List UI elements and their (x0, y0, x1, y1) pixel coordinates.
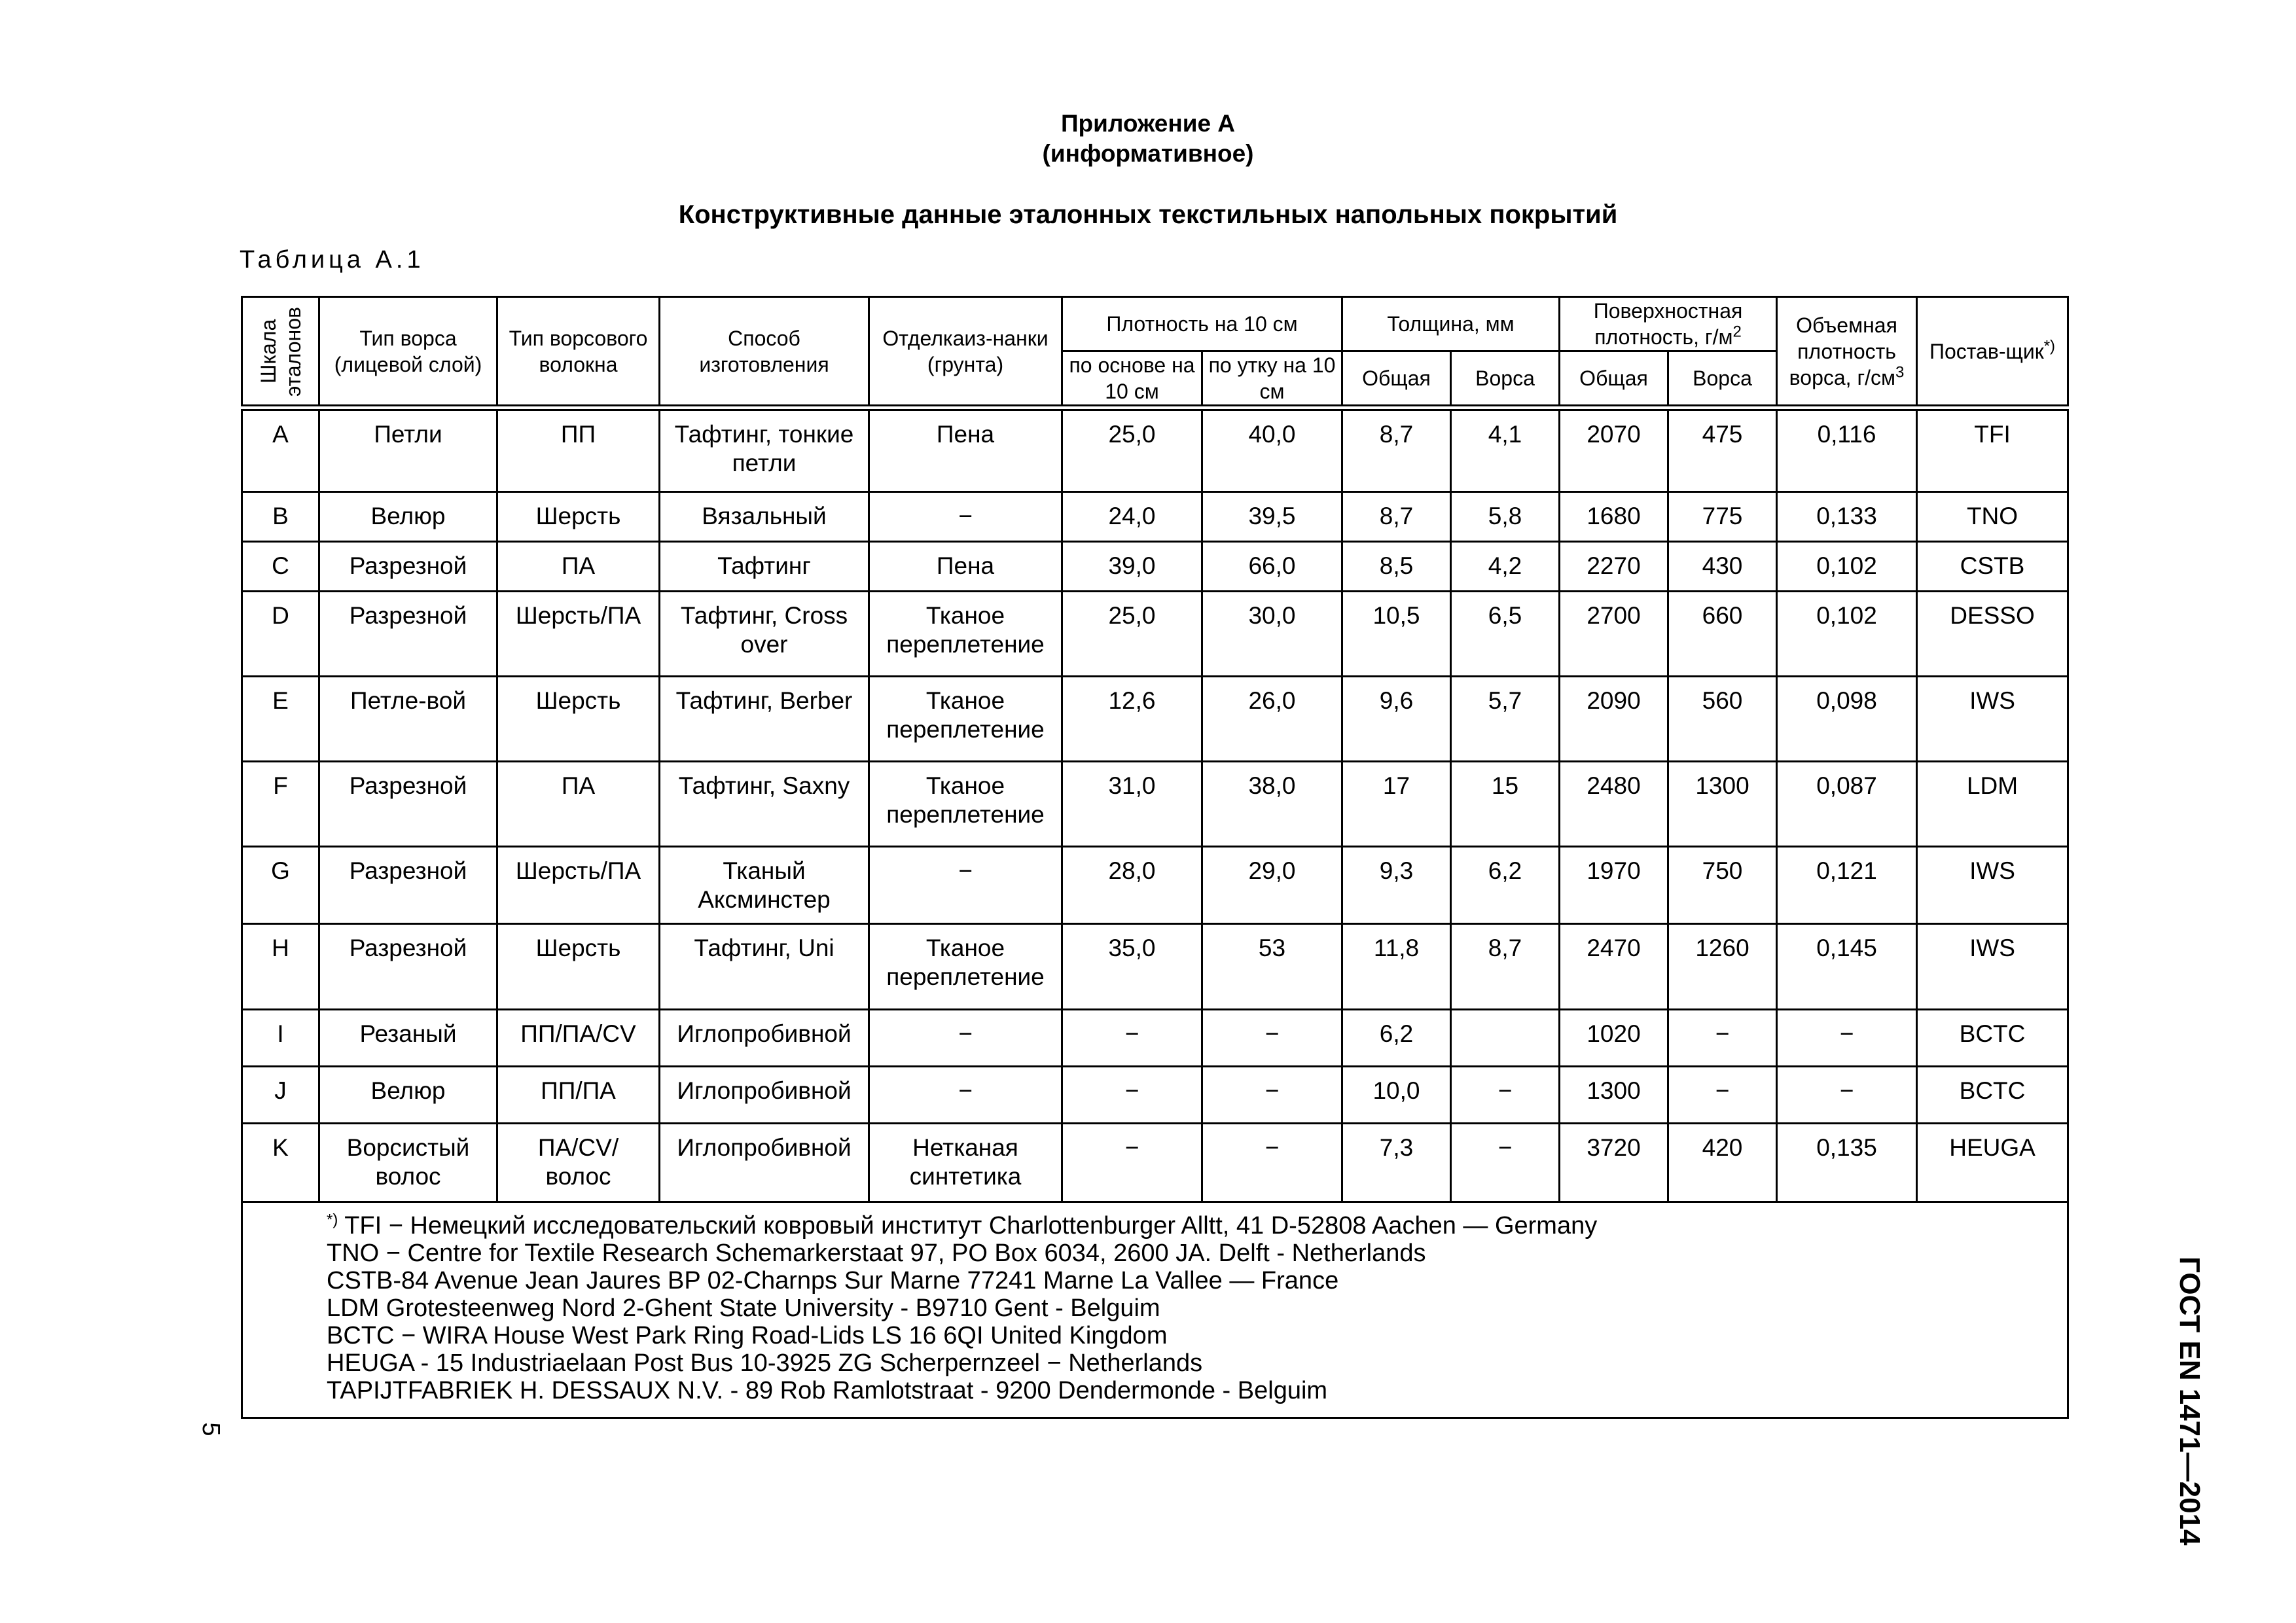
cell-pile-type: Велюр (319, 491, 497, 541)
cell-scale: G (242, 846, 319, 923)
header-supplier (1917, 297, 2068, 408)
cell-finish: Тканое переплетение (869, 761, 1062, 846)
cell-surface-total: 1680 (1560, 491, 1668, 541)
cell-scale: F (242, 761, 319, 846)
table-row (242, 541, 2068, 591)
cell-volume-density: 0,133 (1777, 491, 1917, 541)
cell-thickness-total: 8,5 (1342, 541, 1451, 591)
cell-thickness-pile: 15 (1451, 761, 1560, 846)
cell-method: Вязальный (660, 491, 869, 541)
header-volume-density (1777, 297, 1917, 408)
cell-fiber-type: Шерсть (497, 676, 660, 761)
header-density-warp: по основе на 10 см (1062, 351, 1202, 408)
cell-volume-density: 0,102 (1777, 591, 1917, 676)
table-row (242, 591, 2068, 676)
cell-finish: Нетканая синтетика (869, 1123, 1062, 1202)
cell-fiber-type: ПА (497, 541, 660, 591)
cell-thickness-total: 9,6 (1342, 676, 1451, 761)
cell-fiber-type: Шерсть/ПА (497, 591, 660, 676)
footnote-line: LDM Grotesteenweg Nord 2-Ghent State University - B9710 Gent - Belguim (327, 1294, 1160, 1322)
footnote-row (242, 1202, 2068, 1418)
cell-surface-total: 2270 (1560, 541, 1668, 591)
cell-scale: C (242, 541, 319, 591)
header-thickness: Толщина, мм (1342, 297, 1560, 351)
cell-density-weft: 30,0 (1202, 591, 1342, 676)
cell-pile-type: Разрезной (319, 923, 497, 1009)
cell-method: Иглопробивной (660, 1123, 869, 1202)
header-surface-density-label: Поверхностная плотность, г/м (1593, 299, 1743, 349)
cell-volume-density: 0,116 (1777, 408, 1917, 491)
cell-density-weft: 40,0 (1202, 408, 1342, 491)
cell-supplier: TNO (1917, 491, 2068, 541)
cell-thickness-total: 7,3 (1342, 1123, 1451, 1202)
cell-finish: − (869, 1066, 1062, 1123)
standard-code: ГОСТ EN 1471—2014 (2174, 1257, 2206, 1546)
cell-surface-pile: − (1668, 1066, 1777, 1123)
cell-method: Тканый Аксминстер (660, 846, 869, 923)
cell-thickness-total: 11,8 (1342, 923, 1451, 1009)
header-surface-total: Общая (1560, 351, 1668, 408)
cell-pile-type: Петли (319, 408, 497, 491)
cell-thickness-total: 10,0 (1342, 1066, 1451, 1123)
header-surface-density-sup: 2 (1732, 323, 1742, 341)
cell-surface-pile: 420 (1668, 1123, 1777, 1202)
header-surface-density (1560, 297, 1777, 351)
cell-density-warp: 25,0 (1062, 408, 1202, 491)
cell-supplier: IWS (1917, 923, 2068, 1009)
cell-supplier: HEUGA (1917, 1123, 2068, 1202)
cell-thickness-pile: 5,7 (1451, 676, 1560, 761)
header-thickness-pile: Ворса (1451, 351, 1560, 408)
cell-method: Тафтинг, Berber (660, 676, 869, 761)
cell-supplier: LDM (1917, 761, 2068, 846)
cell-density-warp: − (1062, 1066, 1202, 1123)
cell-density-weft: 26,0 (1202, 676, 1342, 761)
cell-density-weft: 38,0 (1202, 761, 1342, 846)
cell-method: Тафтинг (660, 541, 869, 591)
cell-density-weft: 53 (1202, 923, 1342, 1009)
cell-fiber-type: ПА/CV/ волос (497, 1123, 660, 1202)
header-surface-pile: Ворса (1668, 351, 1777, 408)
cell-scale: D (242, 591, 319, 676)
cell-surface-pile: 560 (1668, 676, 1777, 761)
table-row (242, 846, 2068, 923)
cell-fiber-type: Шерсть (497, 491, 660, 541)
header-row (242, 297, 2068, 351)
cell-volume-density: − (1777, 1009, 1917, 1066)
cell-thickness-total: 9,3 (1342, 846, 1451, 923)
cell-surface-total: 1020 (1560, 1009, 1668, 1066)
cell-density-warp: 25,0 (1062, 591, 1202, 676)
page-title: Конструктивные данные эталонных текстильных напольных покрытий (678, 200, 1618, 229)
footnote-line: TAPIJTFABRIEK H. DESSAUX N.V. - 89 Rob Ramlotstraat - 9200 Dendermonde - Belguim (327, 1376, 1328, 1404)
cell-supplier: DESSO (1917, 591, 2068, 676)
cell-fiber-type: Шерсть (497, 923, 660, 1009)
cell-volume-density: 0,135 (1777, 1123, 1917, 1202)
cell-supplier: CSTB (1917, 541, 2068, 591)
supplier-footnote (242, 1202, 2068, 1418)
cell-scale: E (242, 676, 319, 761)
cell-density-warp: 28,0 (1062, 846, 1202, 923)
cell-surface-pile: 430 (1668, 541, 1777, 591)
footnote-line: BCTC − WIRA House West Park Ring Road-Lids LS 16 6QI United Kingdom (327, 1321, 1168, 1349)
cell-method: Тафтинг, Saxny (660, 761, 869, 846)
cell-surface-total: 3720 (1560, 1123, 1668, 1202)
cell-scale: K (242, 1123, 319, 1202)
cell-surface-pile: − (1668, 1009, 1777, 1066)
cell-finish: − (869, 491, 1062, 541)
table-row (242, 1009, 2068, 1066)
cell-finish: − (869, 846, 1062, 923)
cell-method: Тафтинг, Uni (660, 923, 869, 1009)
footnote-text: TFI − Немецкий исследовательский ковровый институт Charlottenburger Alltt, 41 D-52808 Aachen — Germany (338, 1211, 1598, 1240)
table-row (242, 923, 2068, 1009)
page-number: 5 (197, 1422, 224, 1436)
header-finish: Отделкаиз-нанки (грунта) (869, 297, 1062, 408)
cell-thickness-total: 17 (1342, 761, 1451, 846)
header-volume-density-sup: 3 (1895, 363, 1905, 381)
cell-finish: Тканое переплетение (869, 923, 1062, 1009)
cell-finish: Тканое переплетение (869, 591, 1062, 676)
cell-thickness-pile: − (1451, 1066, 1560, 1123)
reference-coverings-table (241, 296, 2069, 1419)
cell-density-warp: − (1062, 1123, 1202, 1202)
cell-pile-type: Петле-вой (319, 676, 497, 761)
cell-surface-total: 2090 (1560, 676, 1668, 761)
cell-surface-pile: 1260 (1668, 923, 1777, 1009)
header-pile-type: Тип ворса (лицевой слой) (319, 297, 497, 408)
cell-method: Иглопробивной (660, 1066, 869, 1123)
table-row (242, 491, 2068, 541)
footnote-line: HEUGA - 15 Industriaelaan Post Bus 10-3925 ZG Scherpernzeel − Netherlands (327, 1349, 1203, 1377)
cell-density-weft: 29,0 (1202, 846, 1342, 923)
cell-pile-type: Разрезной (319, 761, 497, 846)
cell-method: Тафтинг, тонкие петли (660, 408, 869, 491)
cell-thickness-pile: 6,2 (1451, 846, 1560, 923)
footnote-line (327, 1212, 2067, 1240)
cell-volume-density: 0,102 (1777, 541, 1917, 591)
header-volume-density-label: Объемная плотность ворса, г/см (1789, 313, 1897, 389)
cell-scale: A (242, 408, 319, 491)
cell-fiber-type: ПА (497, 761, 660, 846)
annex-type: (информативное) (1042, 140, 1254, 167)
cell-surface-total: 2700 (1560, 591, 1668, 676)
cell-finish: − (869, 1009, 1062, 1066)
cell-surface-pile: 660 (1668, 591, 1777, 676)
header-supplier-sup: *) (2043, 336, 2056, 355)
cell-surface-total: 1300 (1560, 1066, 1668, 1123)
cell-surface-total: 2070 (1560, 408, 1668, 491)
cell-thickness-pile (1451, 1009, 1560, 1066)
table-row (242, 676, 2068, 761)
header-density-weft: по утку на 10 см (1202, 351, 1342, 408)
table-label: Таблица А.1 (240, 246, 425, 274)
header-method: Способ изготовления (660, 297, 869, 408)
header-scale (242, 297, 319, 408)
cell-pile-type: Ворсистый волос (319, 1123, 497, 1202)
table-row (242, 1066, 2068, 1123)
cell-scale: I (242, 1009, 319, 1066)
cell-pile-type: Резаный (319, 1009, 497, 1066)
cell-surface-pile: 475 (1668, 408, 1777, 491)
cell-fiber-type: ПП (497, 408, 660, 491)
cell-density-warp: 31,0 (1062, 761, 1202, 846)
cell-surface-total: 2480 (1560, 761, 1668, 846)
cell-thickness-pile: 8,7 (1451, 923, 1560, 1009)
cell-pile-type: Разрезной (319, 846, 497, 923)
cell-density-warp: 12,6 (1062, 676, 1202, 761)
cell-thickness-total: 6,2 (1342, 1009, 1451, 1066)
cell-scale: H (242, 923, 319, 1009)
cell-supplier: BCTC (1917, 1009, 2068, 1066)
table-row (242, 761, 2068, 846)
cell-volume-density: 0,145 (1777, 923, 1917, 1009)
cell-method: Иглопробивной (660, 1009, 869, 1066)
cell-surface-pile: 775 (1668, 491, 1777, 541)
cell-thickness-pile: 5,8 (1451, 491, 1560, 541)
cell-density-warp: 35,0 (1062, 923, 1202, 1009)
cell-thickness-pile: 4,2 (1451, 541, 1560, 591)
cell-volume-density: − (1777, 1066, 1917, 1123)
cell-density-warp: − (1062, 1009, 1202, 1066)
cell-density-weft: − (1202, 1123, 1342, 1202)
cell-scale: B (242, 491, 319, 541)
cell-density-weft: 66,0 (1202, 541, 1342, 591)
cell-fiber-type: Шерсть/ПА (497, 846, 660, 923)
cell-supplier: IWS (1917, 676, 2068, 761)
cell-pile-type: Велюр (319, 1066, 497, 1123)
cell-thickness-pile: 4,1 (1451, 408, 1560, 491)
cell-finish: Тканое переплетение (869, 676, 1062, 761)
cell-density-weft: − (1202, 1066, 1342, 1123)
cell-density-warp: 24,0 (1062, 491, 1202, 541)
cell-thickness-pile: 6,5 (1451, 591, 1560, 676)
cell-volume-density: 0,098 (1777, 676, 1917, 761)
header-fiber-type: Тип ворсового волокна (497, 297, 660, 408)
table-row (242, 408, 2068, 491)
cell-scale: J (242, 1066, 319, 1123)
cell-thickness-pile: − (1451, 1123, 1560, 1202)
table-row (242, 1123, 2068, 1202)
header-scale-label: Шкала эталонов (256, 306, 305, 397)
cell-thickness-total: 10,5 (1342, 591, 1451, 676)
cell-supplier: TFI (1917, 408, 2068, 491)
footnote-line: TNO − Centre for Textile Research Schemarkerstaat 97, PO Box 6034, 2600 JA. Delft - Netherlands (327, 1239, 1426, 1267)
cell-thickness-total: 8,7 (1342, 408, 1451, 491)
cell-volume-density: 0,087 (1777, 761, 1917, 846)
footnote-line: CSTB-84 Avenue Jean Jaures BP 02-Charnps Sur Marne 77241 Marne La Vallee — France (327, 1266, 1339, 1294)
annex-title: Приложение А (1060, 110, 1236, 137)
cell-fiber-type: ПП/ПА/CV (497, 1009, 660, 1066)
cell-finish: Пена (869, 408, 1062, 491)
cell-volume-density: 0,121 (1777, 846, 1917, 923)
cell-method: Тафтинг, Cross over (660, 591, 869, 676)
cell-supplier: BCTC (1917, 1066, 2068, 1123)
header-supplier-label: Постав-щик (1929, 339, 2044, 363)
cell-thickness-total: 8,7 (1342, 491, 1451, 541)
cell-fiber-type: ПП/ПА (497, 1066, 660, 1123)
cell-density-weft: 39,5 (1202, 491, 1342, 541)
cell-surface-total: 2470 (1560, 923, 1668, 1009)
cell-surface-pile: 750 (1668, 846, 1777, 923)
cell-density-warp: 39,0 (1062, 541, 1202, 591)
footnote-marker: *) (327, 1210, 338, 1228)
cell-surface-pile: 1300 (1668, 761, 1777, 846)
cell-pile-type: Разрезной (319, 591, 497, 676)
cell-supplier: IWS (1917, 846, 2068, 923)
cell-finish: Пена (869, 541, 1062, 591)
header-thickness-total: Общая (1342, 351, 1451, 408)
cell-surface-total: 1970 (1560, 846, 1668, 923)
header-density: Плотность на 10 см (1062, 297, 1342, 351)
cell-density-weft: − (1202, 1009, 1342, 1066)
cell-pile-type: Разрезной (319, 541, 497, 591)
